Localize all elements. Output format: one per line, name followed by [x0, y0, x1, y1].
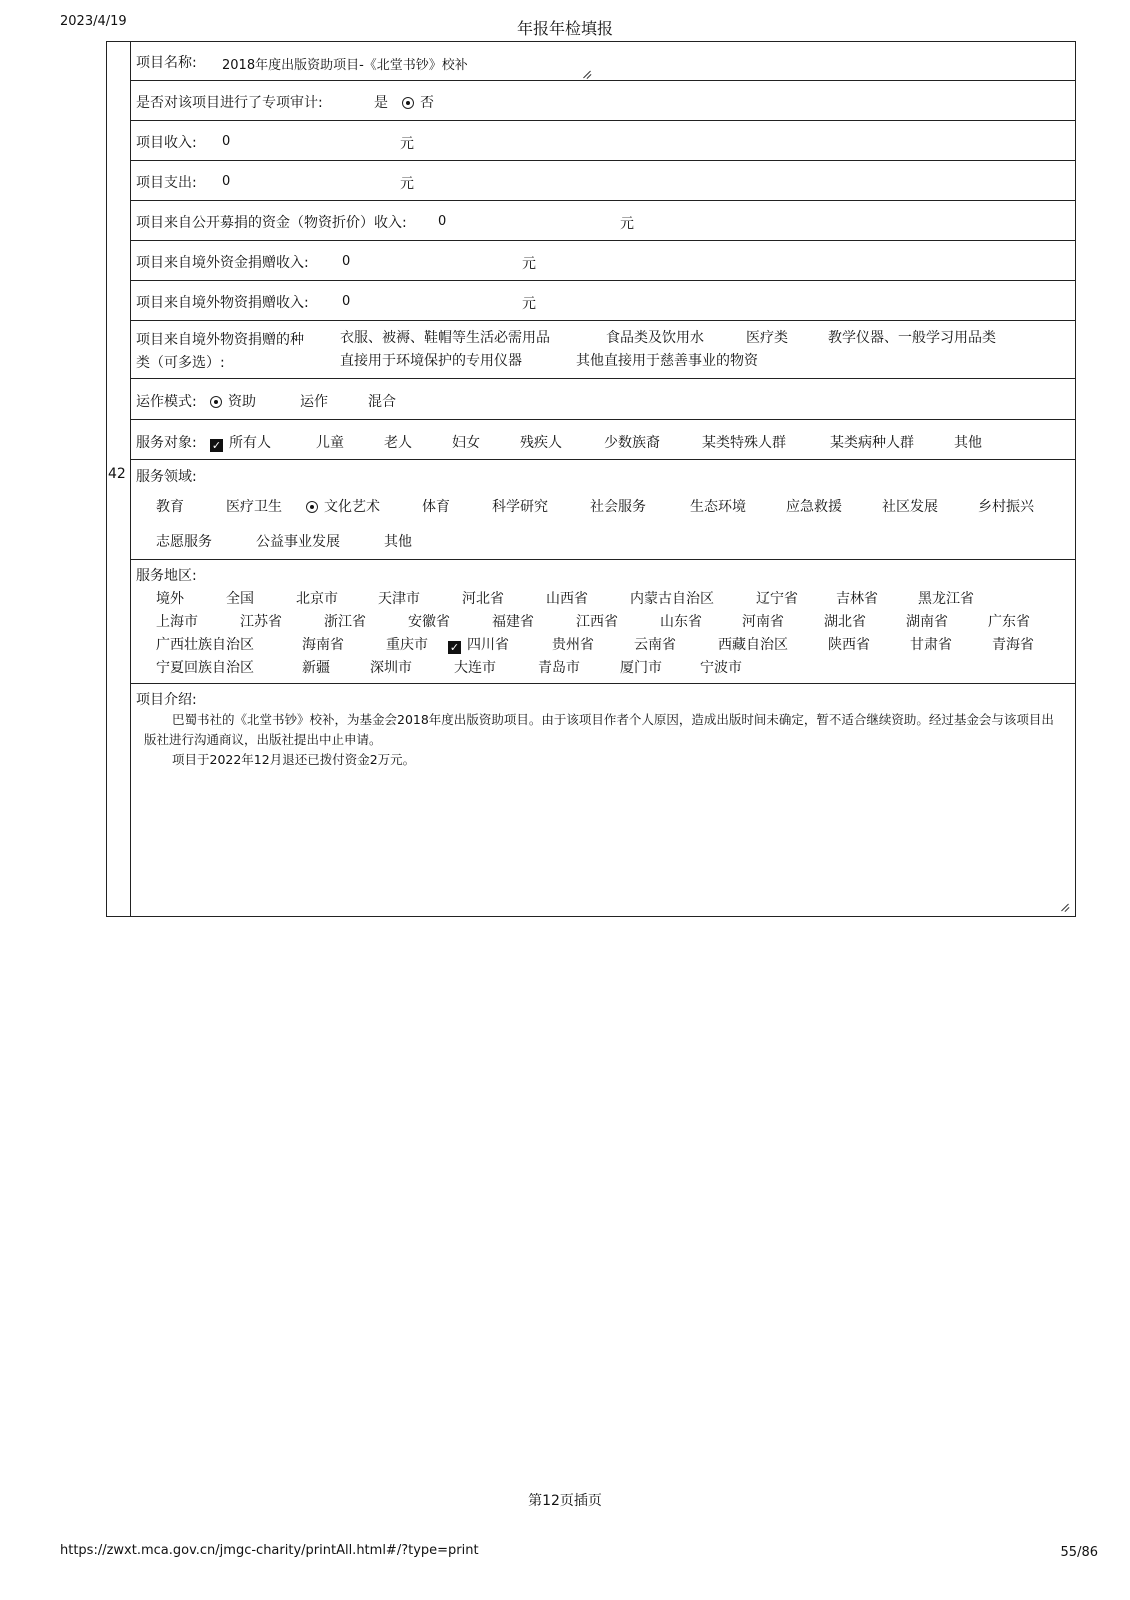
foreign-goods-row [130, 281, 1076, 321]
goods-option-daily-necessities[interactable]: 衣服、被褥、鞋帽等生活必需用品 [340, 330, 550, 346]
goods-option-food-water[interactable]: 食品类及饮用水 [606, 330, 704, 346]
service-target-row [130, 420, 1076, 460]
service-target-label: 服务对象: [136, 435, 197, 451]
field-option-other[interactable]: 其他 [384, 534, 412, 550]
income-field[interactable]: 0 [222, 134, 231, 149]
project-name-label: 项目名称: [136, 55, 197, 71]
public-fund-row [130, 201, 1076, 241]
mode-option-funding-label: 资助 [228, 394, 256, 410]
operation-mode-row [130, 379, 1076, 420]
area-option[interactable]: 天津市 [378, 591, 420, 607]
foreign-fund-row [130, 241, 1076, 281]
field-option-social-services[interactable]: 社会服务 [590, 499, 646, 515]
row-number: 42 [108, 466, 126, 482]
field-option-culture-arts[interactable] [306, 496, 380, 516]
area-option[interactable]: 浙江省 [324, 614, 366, 630]
target-option-ethnic-minorities[interactable]: 少数族裔 [604, 435, 660, 451]
area-option[interactable]: 新疆 [302, 660, 330, 676]
area-option[interactable]: 上海市 [156, 614, 198, 630]
area-option[interactable]: 深圳市 [370, 660, 412, 676]
expense-field[interactable]: 0 [222, 174, 231, 189]
public-fund-unit: 元 [620, 216, 634, 232]
field-option-community[interactable]: 社区发展 [882, 499, 938, 515]
field-option-public-welfare[interactable]: 公益事业发展 [256, 534, 340, 550]
area-option[interactable]: 吉林省 [836, 591, 878, 607]
special-audit-row [130, 81, 1076, 121]
area-option[interactable]: 青岛市 [538, 660, 580, 676]
area-option[interactable]: 广西壮族自治区 [156, 637, 254, 653]
target-option-children[interactable]: 儿童 [316, 435, 344, 451]
goods-types-row [130, 321, 1076, 379]
target-option-disease-groups[interactable]: 某类病种人群 [830, 435, 914, 451]
foreign-fund-unit: 元 [522, 256, 536, 272]
area-option[interactable]: 江西省 [576, 614, 618, 630]
income-label: 项目收入: [136, 135, 197, 151]
area-option[interactable]: 江苏省 [240, 614, 282, 630]
goods-option-environment-instruments[interactable]: 直接用于环境保护的专用仪器 [340, 353, 522, 369]
field-option-sports[interactable]: 体育 [422, 499, 450, 515]
area-option[interactable]: 全国 [226, 591, 254, 607]
area-option[interactable]: 河北省 [462, 591, 504, 607]
checkbox-checked-icon: ✓ [211, 439, 222, 452]
mode-option-operating[interactable]: 运作 [300, 394, 328, 410]
area-option[interactable]: 河南省 [742, 614, 784, 630]
area-option-sichuan-label: 四川省 [467, 637, 509, 653]
area-option[interactable]: 重庆市 [386, 637, 428, 653]
goods-types-label-line2: 类（可多选）: [136, 355, 225, 371]
area-option[interactable]: 陕西省 [828, 637, 870, 653]
checkbox-checked-icon: ✓ [449, 641, 460, 654]
target-option-special-groups[interactable]: 某类特殊人群 [702, 435, 786, 451]
mode-option-mixed[interactable]: 混合 [368, 394, 396, 410]
project-name-row [130, 41, 1076, 81]
audit-option-no-label: 否 [420, 95, 434, 111]
field-option-culture-arts-label: 文化艺术 [324, 499, 380, 515]
area-option[interactable]: 湖北省 [824, 614, 866, 630]
area-option-sichuan[interactable] [448, 634, 509, 654]
introduction-label: 项目介绍: [136, 692, 197, 708]
field-option-healthcare[interactable]: 医疗卫生 [226, 499, 282, 515]
field-option-research[interactable]: 科学研究 [492, 499, 548, 515]
target-option-other[interactable]: 其他 [954, 435, 982, 451]
resize-handle-icon[interactable] [582, 69, 592, 79]
project-name-field[interactable]: 2018年度出版资助项目-《北堂书钞》校补 [222, 58, 468, 73]
target-option-everyone-label: 所有人 [229, 435, 271, 451]
expense-row [130, 161, 1076, 201]
area-option[interactable]: 甘肃省 [910, 637, 952, 653]
radio-selected-icon [210, 396, 222, 408]
area-option[interactable]: 贵州省 [552, 637, 594, 653]
service-field-row [130, 460, 1076, 560]
area-option[interactable]: 云南省 [634, 637, 676, 653]
field-option-ecology[interactable]: 生态环境 [690, 499, 746, 515]
page-count: 55/86 [1060, 1545, 1098, 1560]
expense-unit: 元 [400, 176, 414, 192]
area-option[interactable]: 境外 [156, 591, 184, 607]
page-title: 年报年检填报 [516, 19, 613, 38]
introduction-paragraph: 巴蜀书社的《北堂书钞》校补，为基金会2018年度出版资助项目。由于该项目作者个人原因，造成出版时间未确定，暂不适合继续资助。经过基金会与该项目出版社进行沟通商议，出版社提出中止申请。 [144, 712, 1054, 747]
foreign-goods-unit: 元 [522, 296, 536, 312]
goods-option-teaching-supplies[interactable]: 教学仪器、一般学习用品类 [828, 330, 996, 346]
field-option-rural-revitalization[interactable]: 乡村振兴 [978, 499, 1034, 515]
expense-label: 项目支出: [136, 175, 197, 191]
income-row [130, 121, 1076, 161]
area-option[interactable]: 山东省 [660, 614, 702, 630]
foreign-goods-label: 项目来自境外物资捐赠收入: [136, 295, 309, 311]
income-unit: 元 [400, 136, 414, 152]
target-option-women[interactable]: 妇女 [452, 435, 480, 451]
area-option[interactable]: 青海省 [992, 637, 1034, 653]
page-number: 第12页插页 [528, 1493, 602, 1509]
audit-option-yes[interactable]: 是 [374, 95, 388, 111]
service-area-label: 服务地区: [136, 568, 197, 584]
radio-selected-icon [306, 501, 318, 513]
public-fund-field[interactable]: 0 [438, 214, 447, 229]
area-option[interactable]: 宁夏回族自治区 [156, 660, 254, 676]
area-option[interactable]: 广东省 [988, 614, 1030, 630]
goods-types-label-line1: 项目来自境外物资捐赠的种 [136, 332, 304, 348]
introduction-paragraph: 项目于2022年12月退还已拨付资金2万元。 [172, 752, 416, 767]
foreign-fund-field[interactable]: 0 [342, 254, 351, 269]
area-option[interactable]: 内蒙古自治区 [630, 591, 714, 607]
target-option-elderly[interactable]: 老人 [384, 435, 412, 451]
audit-option-no[interactable] [402, 92, 434, 112]
target-option-everyone[interactable] [210, 432, 271, 452]
foreign-goods-field[interactable]: 0 [342, 294, 351, 309]
area-option[interactable]: 海南省 [302, 637, 344, 653]
mode-option-funding[interactable] [210, 391, 256, 411]
field-option-volunteer[interactable]: 志愿服务 [156, 534, 212, 550]
field-option-emergency-relief[interactable]: 应急救援 [786, 499, 842, 515]
service-field-label: 服务领域: [136, 469, 197, 485]
service-area-row [130, 560, 1076, 684]
area-option[interactable]: 山西省 [546, 591, 588, 607]
introduction-textarea[interactable] [144, 710, 1064, 770]
foreign-fund-label: 项目来自境外资金捐赠收入: [136, 255, 309, 271]
area-option[interactable]: 安徽省 [408, 614, 450, 630]
special-audit-label: 是否对该项目进行了专项审计: [136, 95, 323, 111]
target-option-disabled[interactable]: 残疾人 [520, 435, 562, 451]
print-date: 2023/4/19 [60, 14, 127, 29]
goods-option-other-charity-goods[interactable]: 其他直接用于慈善事业的物资 [576, 353, 758, 369]
introduction-row [130, 684, 1076, 917]
resize-handle-icon[interactable] [1060, 902, 1070, 912]
goods-option-medical[interactable]: 医疗类 [746, 330, 788, 346]
area-option[interactable]: 黑龙江省 [918, 591, 974, 607]
area-option[interactable]: 湖南省 [906, 614, 948, 630]
area-option[interactable]: 西藏自治区 [718, 637, 788, 653]
field-option-education[interactable]: 教育 [156, 499, 184, 515]
area-option[interactable]: 福建省 [492, 614, 534, 630]
page-url: https://zwxt.mca.gov.cn/jmgc-charity/printAll.html#/?type=print [60, 1543, 479, 1558]
area-option[interactable]: 北京市 [296, 591, 338, 607]
radio-selected-icon [402, 97, 414, 109]
public-fund-label: 项目来自公开募捐的资金（物资折价）收入: [136, 215, 407, 231]
operation-mode-label: 运作模式: [136, 394, 197, 410]
area-option[interactable]: 厦门市 [620, 660, 662, 676]
area-option[interactable]: 大连市 [454, 660, 496, 676]
area-option[interactable]: 宁波市 [700, 660, 742, 676]
area-option[interactable]: 辽宁省 [756, 591, 798, 607]
